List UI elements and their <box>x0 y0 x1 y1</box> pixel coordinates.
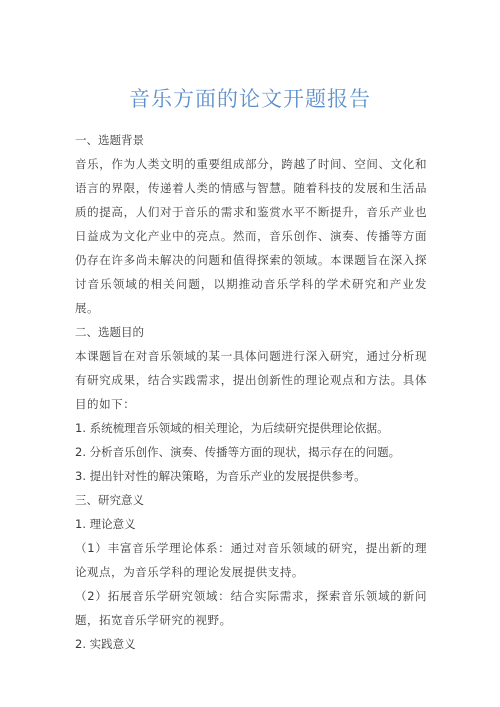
theory-item-1: （1）丰富音乐学理论体系：通过对音乐领域的研究，提出新的理论观点，为音乐学科的理论发展提供支持。 <box>75 541 427 579</box>
document-title: 音乐方面的论文开题报告 <box>129 87 371 111</box>
theory-significance-heading: 1. 理论意义 <box>75 517 136 531</box>
section-heading-purpose: 二、选题目的 <box>75 325 144 339</box>
background-paragraph: 音乐，作为人类文明的重要组成部分，跨越了时间、空间、文化和语言的界限，传递着人类的情感与智慧。随着科技的发展和生活品质的提高，人们对于音乐的需求和鉴赏水平不断提升，音乐产业也日益成为文化产业中的亮点。然而，音乐创作、演奏、传播等方面仍存在许多尚未解决的问题和值得探索的领域。本课题旨在深入探讨音乐领域的相关问题，以期推动音乐学科的学术研究和产业发展。 <box>75 157 427 315</box>
section-heading-significance: 三、研究意义 <box>75 493 144 507</box>
practice-significance-heading: 2. 实践意义 <box>75 637 136 651</box>
theory-item-2: （2）拓展音乐学研究领域：结合实际需求，探索音乐领域的新问题，拓宽音乐学研究的视野。 <box>75 589 427 627</box>
purpose-item-1: 1. 系统梳理音乐领域的相关理论，为后续研究提供理论依据。 <box>75 421 389 435</box>
section-heading-background: 一、选题背景 <box>75 133 144 147</box>
purpose-paragraph: 本课题旨在对音乐领域的某一具体问题进行深入研究，通过分析现有研究成果，结合实践需求，提出创新性的理论观点和方法。具体目的如下： <box>75 349 427 411</box>
purpose-item-3: 3. 提出针对性的解决策略，为音乐产业的发展提供参考。 <box>75 469 366 483</box>
document-body <box>75 128 427 656</box>
purpose-item-2: 2. 分析音乐创作、演奏、传播等方面的现状，揭示存在的问题。 <box>75 445 401 459</box>
